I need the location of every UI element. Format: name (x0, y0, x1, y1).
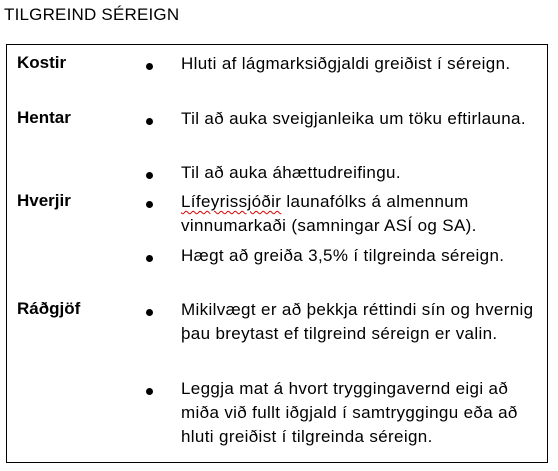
item-text: Til að auka sveigjanleika um töku eftirlauna. (181, 109, 526, 128)
item-text: Til að auka áhættudreifingu. (181, 163, 401, 182)
row-label: Hentar (17, 108, 71, 127)
item-text: Leggja mat á hvort tryggingavernd eigi að miða við fullt iðgjald í samtryggingu eða að hluti greiðist í tilgreinda séreign. (181, 379, 518, 446)
row-label: Ráðgjöf (17, 299, 81, 318)
row-label: Hverjir (17, 191, 71, 210)
bullet-icon (146, 63, 153, 70)
bullet-icon (146, 118, 153, 125)
bullet-icon (146, 255, 153, 262)
item-text (181, 190, 541, 238)
info-table (6, 44, 548, 463)
item-text-rest: launafólks á almennum vinnumarkaði (samningar ASÍ og SA). (181, 192, 477, 235)
item-text: Mikilvægt er að þekkja réttindi sín og hvernig þau breytast ef tilgreind séreign er valin. (181, 300, 534, 343)
document-title: TILGREIND SÉREIGN (4, 5, 180, 24)
bullet-icon (146, 172, 153, 179)
bullet-icon (146, 309, 153, 316)
spellcheck-flagged-word[interactable]: Lífeyrissjóðir (181, 192, 282, 211)
bullet-icon (146, 388, 153, 395)
item-text: Hluti af lágmarksiðgjaldi greiðist í séreign. (181, 54, 511, 73)
item-text: Hægt að greiða 3,5% í tilgreinda séreign. (181, 246, 505, 265)
bullet-icon (146, 201, 153, 208)
row-label: Kostir (17, 53, 67, 72)
